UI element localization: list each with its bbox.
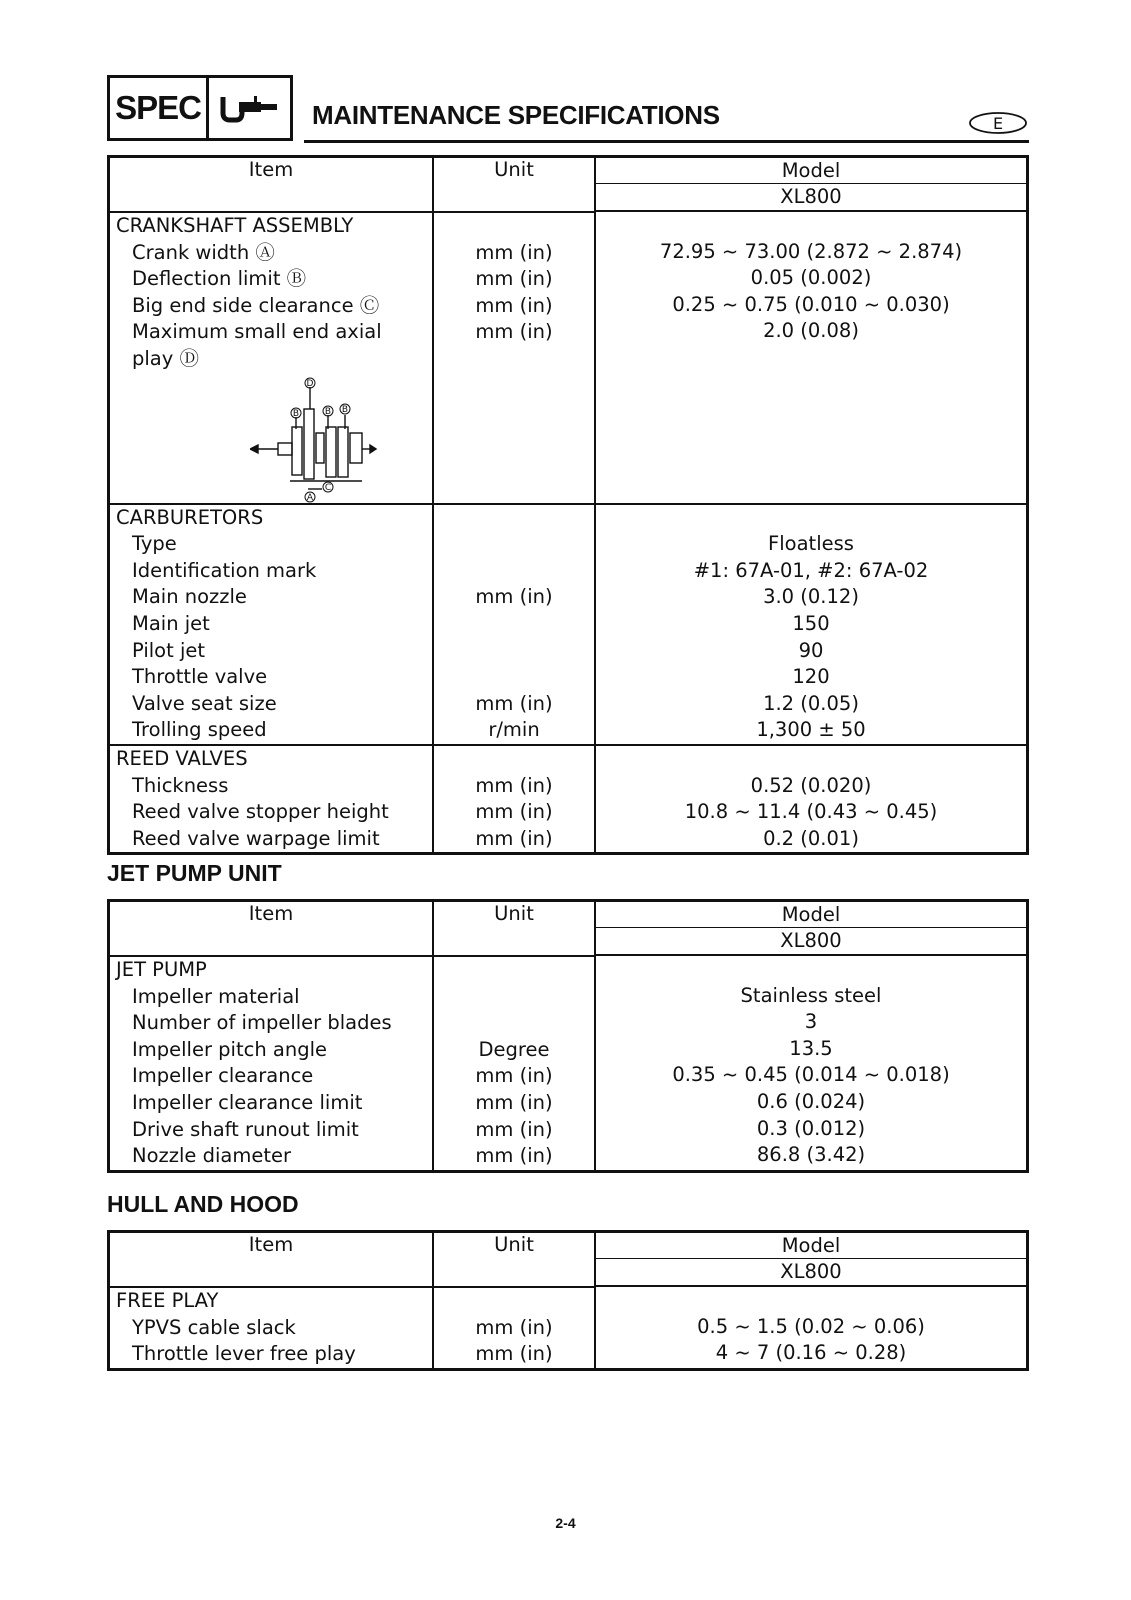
carburetors-items	[109, 504, 434, 745]
maintenance-spec-table	[107, 155, 1029, 855]
free-play-units	[433, 1287, 595, 1369]
header-item: Item	[109, 157, 434, 213]
section-heading-jet-pump: JET PUMP UNIT	[107, 860, 282, 886]
page-title: MAINTENANCE SPECIFICATIONS	[312, 100, 720, 130]
table-header-row	[109, 157, 1028, 213]
unit-cell	[434, 984, 594, 1011]
unit-cell: mm (in)	[475, 240, 553, 264]
header-model-cell	[595, 1232, 1028, 1288]
list-item: Drive shaft runout limit	[132, 1117, 359, 1141]
unit-cell: mm (in)	[475, 1315, 553, 1339]
list-item: Reed valve stopper height	[132, 800, 389, 824]
header-unit: Unit	[433, 1232, 595, 1288]
value-cell: #1: 67A-01, #2: 67A-02	[693, 558, 929, 582]
unit-cell: mm (in)	[475, 826, 553, 850]
header-unit: Unit	[433, 901, 595, 957]
value-cell: 0.52 (0.020)	[750, 773, 872, 797]
list-item: Big end side clearance Ⓒ	[132, 293, 380, 317]
header-model-name: XL800	[596, 1259, 1026, 1287]
unit-cell: mm (in)	[475, 585, 553, 609]
carburetors-values	[595, 504, 1028, 745]
table-row-group	[109, 504, 1028, 745]
header-model-name: XL800	[596, 184, 1026, 212]
reed-valves-values	[595, 745, 1028, 854]
crankshaft-values	[595, 212, 1028, 504]
diagram-label-a: A	[306, 492, 314, 503]
spec-tab	[107, 75, 293, 141]
group-title: JET PUMP	[116, 958, 207, 981]
value-cell: 0.05 (0.002)	[750, 266, 872, 290]
value-cell: 0.25 ~ 0.75 (0.010 ~ 0.030)	[672, 292, 950, 316]
unit-cell: mm (in)	[475, 320, 553, 344]
crankshaft-units	[433, 212, 595, 504]
wrench-micrometer-icon	[219, 93, 281, 123]
unit-cell	[434, 611, 594, 638]
diagram-label-d: D	[306, 378, 314, 389]
list-item: Valve seat size	[132, 691, 277, 715]
list-item: Trolling speed	[132, 718, 267, 742]
unit-cell	[434, 558, 594, 585]
diagram-label-b: B	[324, 406, 332, 417]
group-title: FREE PLAY	[116, 1289, 219, 1312]
spec-label: SPEC	[110, 78, 209, 138]
unit-cell: mm (in)	[475, 1090, 553, 1114]
free-play-items	[109, 1287, 434, 1369]
group-title: REED VALVES	[116, 746, 248, 770]
value-cell: 3.0 (0.12)	[763, 585, 859, 609]
hull-hood-spec-table	[107, 1230, 1029, 1371]
header-model-cell	[595, 901, 1028, 957]
header-model: Model	[596, 902, 1026, 928]
unit-cell: Degree	[478, 1037, 550, 1061]
unit-cell: r/min	[488, 718, 540, 742]
header-model-name: XL800	[596, 928, 1026, 956]
value-cell: 72.95 ~ 73.00 (2.872 ~ 2.874)	[659, 239, 963, 263]
header-item: Item	[109, 901, 434, 957]
value-cell: 0.2 (0.01)	[763, 826, 859, 850]
value-cell: 4 ~ 7 (0.16 ~ 0.28)	[715, 1341, 907, 1365]
crankshaft-diagram	[250, 377, 380, 503]
free-play-values	[595, 1287, 1028, 1369]
diagram-label-c: C	[324, 482, 332, 493]
list-item: play Ⓓ	[132, 346, 199, 370]
unit-cell: mm (in)	[475, 1117, 553, 1141]
value-cell: 90	[798, 638, 824, 662]
list-item: Impeller material	[132, 984, 300, 1008]
table-row-group	[109, 745, 1028, 854]
jet-pump-values	[595, 956, 1028, 1171]
group-title: CRANKSHAFT ASSEMBLY	[116, 214, 354, 237]
list-item: Impeller clearance limit	[132, 1090, 363, 1114]
table-row-group	[109, 956, 1028, 1171]
value-cell: Floatless	[768, 532, 854, 556]
crankshaft-items	[109, 212, 434, 504]
list-item: Maximum small end axial	[132, 320, 382, 344]
list-item: Deflection limit Ⓑ	[132, 267, 307, 291]
spec-icon-cell	[209, 78, 290, 138]
header-model: Model	[596, 1233, 1026, 1259]
diagram-label-b: B	[292, 408, 300, 419]
value-cell: 1.2 (0.05)	[763, 691, 859, 715]
unit-cell: mm (in)	[475, 691, 553, 715]
list-item: YPVS cable slack	[132, 1315, 296, 1339]
value-cell: 0.35 ~ 0.45 (0.014 ~ 0.018)	[672, 1063, 950, 1087]
list-item: Nozzle diameter	[132, 1144, 291, 1168]
list-item: Throttle lever free play	[132, 1342, 356, 1366]
list-item: Pilot jet	[132, 638, 206, 662]
list-item: Main nozzle	[132, 585, 247, 609]
jet-pump-items	[109, 956, 434, 1171]
language-badge-label: E	[992, 114, 1004, 133]
list-item: Impeller pitch angle	[132, 1037, 327, 1061]
unit-cell: mm (in)	[475, 800, 553, 824]
unit-cell: mm (in)	[475, 1342, 553, 1366]
list-item: Thickness	[132, 773, 229, 797]
list-item: Number of impeller blades	[132, 1011, 392, 1035]
list-item: Crank width Ⓐ	[132, 240, 275, 264]
value-cell: 120	[792, 665, 830, 689]
diagram-label-b: B	[341, 404, 349, 415]
header-model: Model	[596, 158, 1026, 184]
list-item: Identification mark	[132, 558, 317, 582]
value-cell: Stainless steel	[740, 983, 882, 1007]
unit-cell	[434, 1010, 594, 1037]
jet-pump-spec-table	[107, 899, 1029, 1173]
reed-valves-units	[433, 745, 595, 854]
value-cell: 13.5	[789, 1036, 833, 1060]
title-underline	[304, 140, 1029, 143]
value-cell: 0.3 (0.012)	[756, 1116, 866, 1140]
group-title: CARBURETORS	[116, 505, 264, 529]
table-row-group	[109, 212, 1028, 504]
value-cell: 150	[792, 611, 830, 635]
reed-valves-items	[109, 745, 434, 854]
table-row-group	[109, 1287, 1028, 1369]
list-item: Impeller clearance	[132, 1064, 314, 1088]
unit-cell	[434, 531, 594, 558]
list-item: Type	[132, 532, 177, 556]
value-cell: 3	[804, 1010, 818, 1034]
list-item: Reed valve warpage limit	[132, 826, 380, 850]
header-unit: Unit	[433, 157, 595, 213]
table-header-row	[109, 901, 1028, 957]
table-header-row	[109, 1232, 1028, 1288]
value-cell: 86.8 (3.42)	[756, 1143, 866, 1167]
list-item: Throttle valve	[132, 665, 268, 689]
unit-cell: mm (in)	[475, 1064, 553, 1088]
value-cell: 10.8 ~ 11.4 (0.43 ~ 0.45)	[684, 800, 938, 824]
value-cell: 0.6 (0.024)	[756, 1089, 866, 1113]
page-number: 2-4	[555, 1515, 576, 1531]
carburetors-units	[433, 504, 595, 745]
jet-pump-units	[433, 956, 595, 1171]
unit-cell: mm (in)	[475, 267, 553, 291]
list-item: Main jet	[132, 611, 210, 635]
value-cell: 1,300 ± 50	[756, 718, 866, 742]
unit-cell	[434, 664, 594, 691]
value-cell: 2.0 (0.08)	[763, 319, 859, 343]
unit-cell	[434, 638, 594, 665]
unit-cell: mm (in)	[475, 1144, 553, 1168]
unit-cell: mm (in)	[475, 773, 553, 797]
unit-cell: mm (in)	[475, 293, 553, 317]
header-model-cell	[595, 157, 1028, 213]
value-cell: 0.5 ~ 1.5 (0.02 ~ 0.06)	[697, 1314, 925, 1338]
language-badge	[968, 111, 1028, 135]
section-heading-hull-hood: HULL AND HOOD	[107, 1191, 299, 1217]
header-item: Item	[109, 1232, 434, 1288]
